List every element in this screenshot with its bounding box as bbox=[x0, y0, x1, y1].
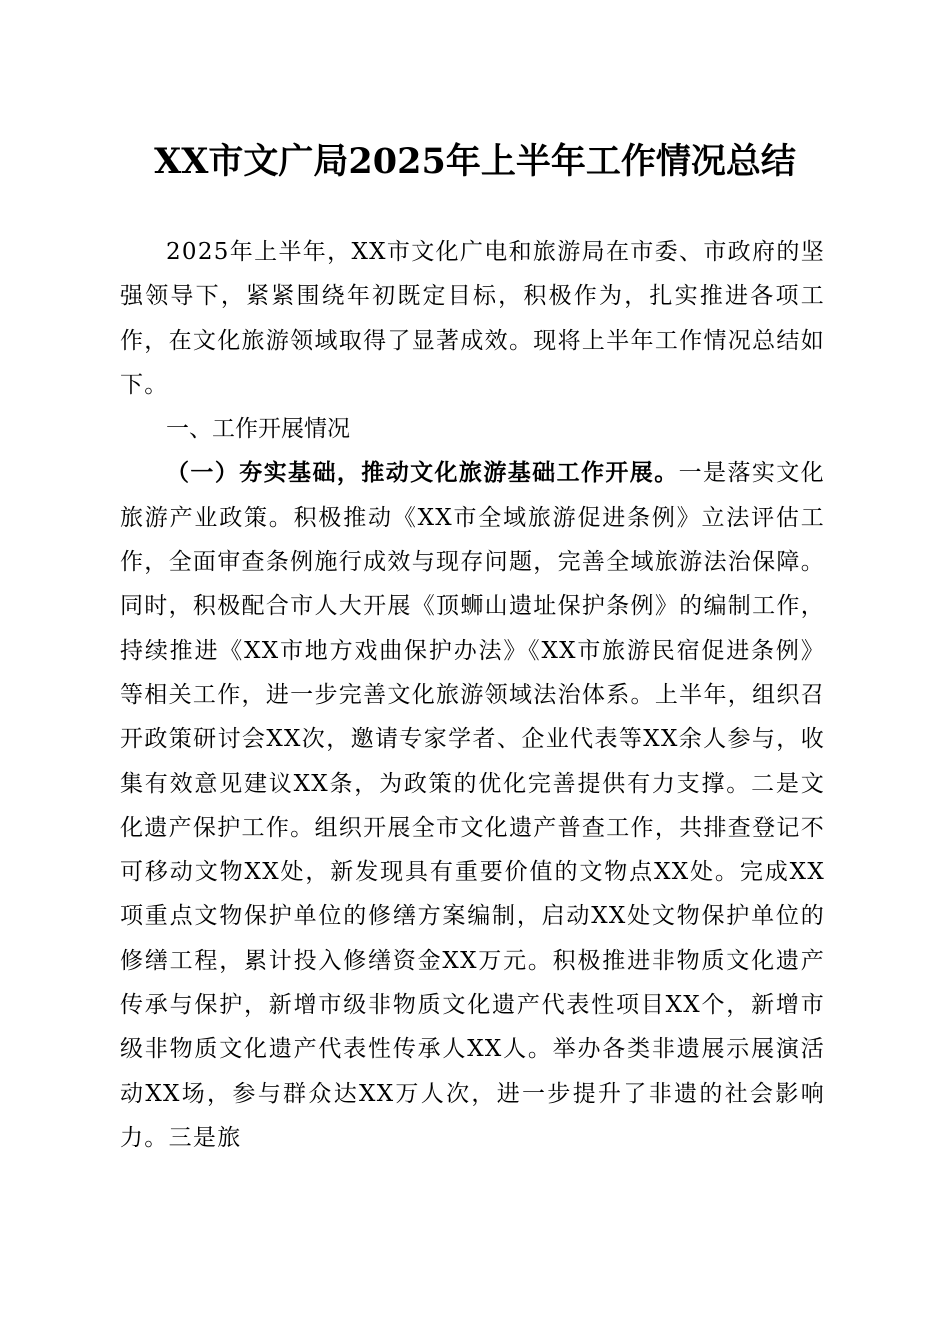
document-body bbox=[120, 230, 825, 1160]
subsection-paragraph bbox=[120, 451, 825, 1160]
intro-paragraph: 2025年上半年，XX市文化广电和旅游局在市委、市政府的坚强领导下，紧紧围绕年初既定目标，积极作为，扎实推进各项工作，在文化旅游领域取得了显著成效。现将上半年工作情况总结如下。 bbox=[120, 239, 825, 398]
section-heading: 一、工作开展情况 bbox=[166, 416, 350, 443]
subsection-body: 一是落实文化旅游产业政策。积极推动《XX市全域旅游促进条例》立法评估工作，全面审查条例施行成效与现存问题，完善全域旅游法治保障。同时，积极配合市人大开展《顶蛳山遗址保护条例》的编制工作，持续推进《XX市地方戏曲保护办法》《XX市旅游民宿促进条例》等相关工作，进一步完善文化旅游领域法治体系。上半年，组织召开政策研讨会XX次，邀请专家学者、企业代表等XX余人参与，收集有效意见建议XX条，为政策的优化完善提供有力支撑。二是文化遗产保护工作。组织开展全市文化遗产普查工作，共排查登记不可移动文物XX处，新发现具有重要价值的文物点XX处。完成XX项重点文物保护单位的修缮方案编制，启动XX处文物保护单位的修缮工程，累计投入修缮资金XX万元。积极推进非物质文化遗产传承与保护，新增市级非物质文化遗产代表性项目XX个，新增市级非物质文化遗产代表性传承人XX人。举办各类非遗展示展演活动XX场，参与群众达XX万人次，进一步提升了非遗的社会影响力。三是旅 bbox=[120, 460, 825, 1151]
subsection-lead: （一）夯实基础，推动文化旅游基础工作开展。 bbox=[166, 460, 679, 487]
document-title: XX市文广局2025年上半年工作情况总结 bbox=[154, 141, 796, 182]
